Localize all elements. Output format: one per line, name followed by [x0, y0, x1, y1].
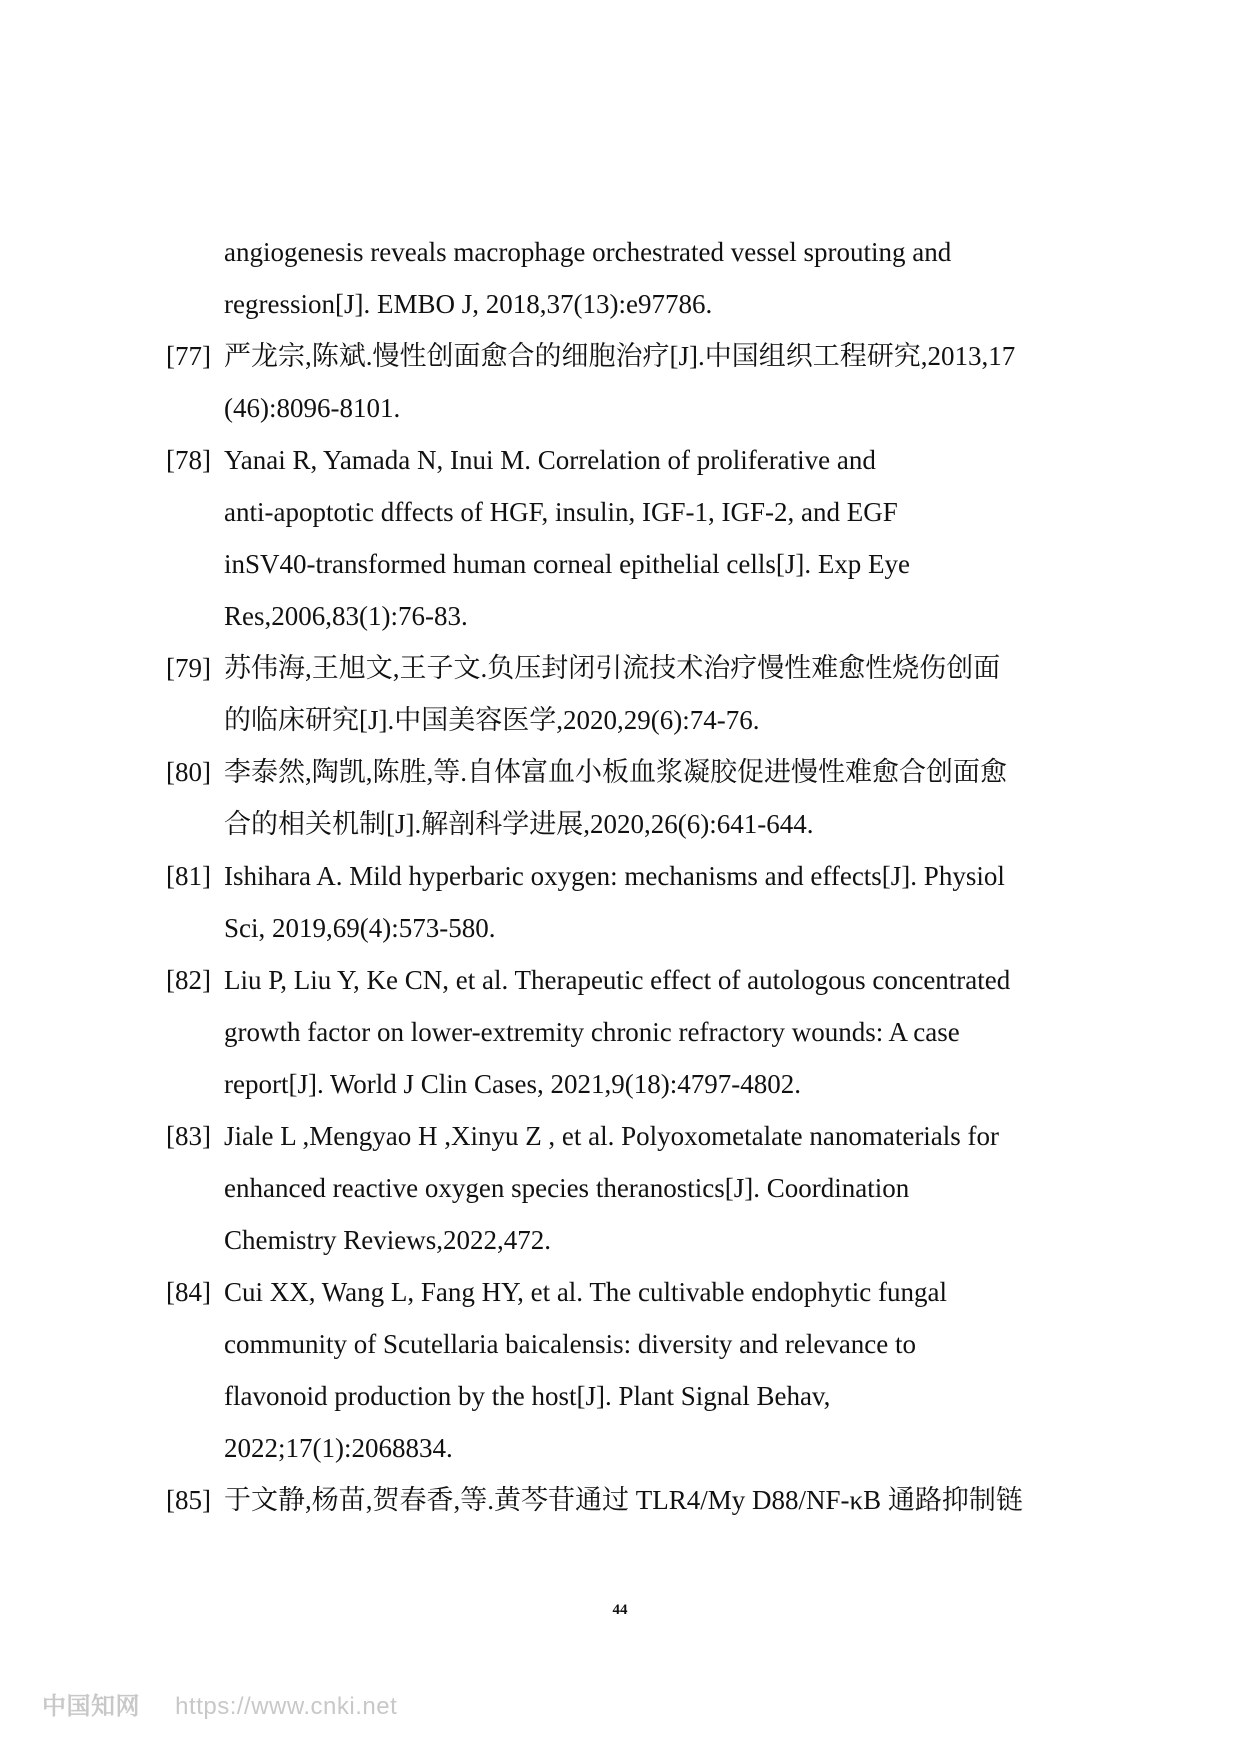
- reference-text-line: (46):8096-8101.: [224, 393, 401, 423]
- reference-entry: [166, 1110, 1106, 1266]
- reference-text-line: 严龙宗,陈斌.慢性创面愈合的细胞治疗[J].中国组织工程研究,2013,17: [224, 341, 1016, 371]
- reference-entry: [166, 1474, 1106, 1526]
- reference-text-line: Res,2006,83(1):76-83.: [224, 601, 468, 631]
- reference-text-line: Jiale L ,Mengyao H ,Xinyu Z , et al. Polyoxometalate nanomaterials for: [224, 1121, 1000, 1151]
- reference-number: [85]: [166, 1485, 211, 1515]
- reference-number: [78]: [166, 445, 211, 475]
- reference-text-line: enhanced reactive oxygen species theranostics[J]. Coordination: [224, 1173, 910, 1203]
- reference-text-line: 合的相关机制[J].解剖科学进展,2020,26(6):641-644.: [224, 809, 814, 839]
- page-number: 44: [612, 1602, 628, 1618]
- reference-continuation: [166, 226, 1106, 330]
- reference-text-line: growth factor on lower-extremity chronic refractory wounds: A case: [224, 1017, 960, 1047]
- reference-entry: [166, 1266, 1106, 1474]
- reference-text-line: Ishihara A. Mild hyperbaric oxygen: mechanisms and effects[J]. Physiol: [224, 861, 1005, 891]
- reference-number: [79]: [166, 653, 211, 683]
- reference-text-line: 2022;17(1):2068834.: [224, 1433, 453, 1463]
- reference-text-line: community of Scutellaria baicalensis: diversity and relevance to: [224, 1329, 917, 1359]
- reference-text-line: report[J]. World J Clin Cases, 2021,9(18):4797-4802.: [224, 1069, 802, 1099]
- reference-text-line: Yanai R, Yamada N, Inui M. Correlation of proliferative and: [224, 445, 876, 475]
- reference-entry: [166, 954, 1106, 1110]
- reference-text-line: anti-apoptotic dffects of HGF, insulin, IGF-1, IGF-2, and EGF: [224, 497, 898, 527]
- reference-list: [166, 226, 1106, 1526]
- reference-entry: [166, 434, 1106, 642]
- reference-text-line: angiogenesis reveals macrophage orchestrated vessel sprouting and: [224, 237, 952, 267]
- reference-number: [80]: [166, 757, 211, 787]
- reference-text-line: inSV40-transformed human corneal epithelial cells[J]. Exp Eye: [224, 549, 911, 579]
- reference-text-line: Liu P, Liu Y, Ke CN, et al. Therapeutic effect of autologous concentrated: [224, 965, 1011, 995]
- reference-entry: [166, 330, 1106, 434]
- reference-entry: [166, 746, 1106, 850]
- reference-text-line: regression[J]. EMBO J, 2018,37(13):e97786.: [224, 289, 713, 319]
- reference-text-line: flavonoid production by the host[J]. Plant Signal Behav,: [224, 1381, 831, 1411]
- reference-number: [77]: [166, 341, 211, 371]
- reference-text-line: Cui XX, Wang L, Fang HY, et al. The cultivable endophytic fungal: [224, 1277, 947, 1307]
- reference-text-line: Chemistry Reviews,2022,472.: [224, 1225, 551, 1255]
- reference-entry: [166, 642, 1106, 746]
- cnki-watermark: [42, 1686, 397, 1721]
- reference-number: [84]: [166, 1277, 211, 1307]
- reference-text-line: 的临床研究[J].中国美容医学,2020,29(6):74-76.: [224, 705, 760, 735]
- reference-text-line: 李泰然,陶凯,陈胜,等.自体富血小板血浆凝胶促进慢性难愈合创面愈: [224, 757, 1007, 787]
- cnki-logo: 中国知网: [42, 1693, 140, 1720]
- reference-text-line: Sci, 2019,69(4):573-580.: [224, 913, 496, 943]
- reference-text-line: 苏伟海,王旭文,王子文.负压封闭引流技术治疗慢性难愈性烧伤创面: [224, 653, 1001, 683]
- reference-number: [82]: [166, 965, 211, 995]
- cnki-url: https://www.cnki.net: [175, 1693, 398, 1720]
- reference-number: [83]: [166, 1121, 211, 1151]
- reference-entry: [166, 850, 1106, 954]
- reference-number: [81]: [166, 861, 211, 891]
- reference-text-line: 于文静,杨苗,贺春香,等.黄芩苷通过 TLR4/My D88/NF-κB 通路抑制链: [224, 1485, 1023, 1515]
